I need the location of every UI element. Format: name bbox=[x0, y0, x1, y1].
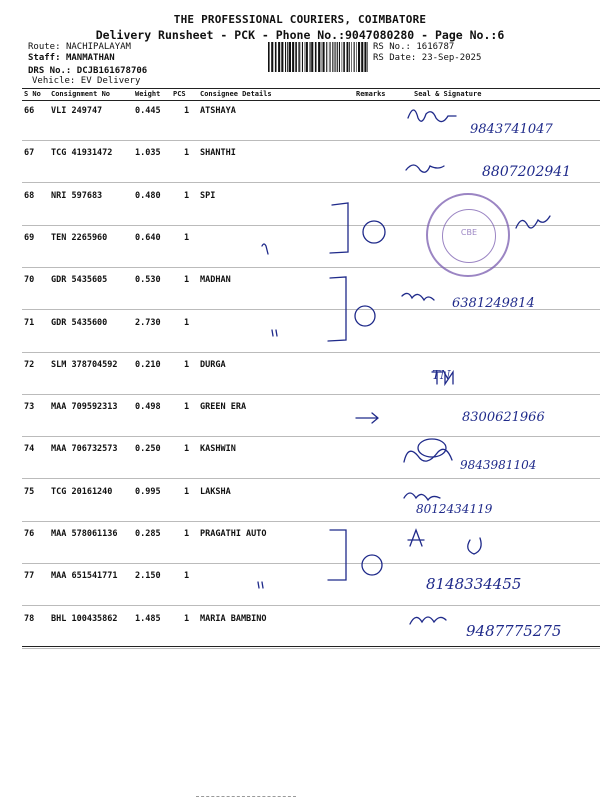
cell-pcs: 1 bbox=[184, 359, 190, 370]
cell-weight: 0.480 bbox=[135, 190, 161, 201]
cell-pcs: 1 bbox=[184, 106, 190, 116]
rs-date-label: RS Date: bbox=[373, 53, 417, 63]
cell-consignment: SLM 378704592 bbox=[51, 359, 118, 370]
cell-weight: 0.498 bbox=[135, 402, 161, 413]
arrow-73 bbox=[356, 413, 378, 423]
bracket-68-69 bbox=[330, 203, 348, 253]
cell-weight: 0.285 bbox=[135, 529, 161, 539]
route-value: NACHIPALAYAM bbox=[65, 42, 131, 52]
cell-pcs: 1 bbox=[184, 486, 190, 497]
phone-75: 8012434119 bbox=[416, 502, 493, 516]
cell-weight: 0.995 bbox=[135, 486, 161, 497]
cell-consignment: TCG 41931472 bbox=[51, 148, 113, 159]
phone-66: 9843741047 bbox=[470, 122, 553, 137]
col-sno: S No bbox=[24, 90, 41, 98]
rs-no-label: RS No.: bbox=[373, 42, 411, 52]
phone-70: 6381249814 bbox=[452, 296, 535, 311]
phone-67: 8807202941 bbox=[482, 164, 572, 180]
cell-sno: 68 bbox=[24, 190, 35, 201]
signature-66 bbox=[408, 110, 456, 122]
cell-pcs: 1 bbox=[184, 232, 190, 243]
phone-78: 9487775275 bbox=[466, 622, 562, 640]
cell-weight: 0.445 bbox=[135, 106, 161, 116]
cell-consignee: PRAGATHI AUTO bbox=[200, 529, 267, 539]
stamp-text: CBE bbox=[460, 228, 478, 237]
cell-pcs: 1 bbox=[184, 148, 190, 159]
cell-sno: 69 bbox=[24, 232, 35, 243]
col-consignee: Consignee Details bbox=[200, 90, 272, 98]
cell-pcs: 1 bbox=[184, 190, 190, 201]
cell-weight: 0.530 bbox=[135, 275, 161, 286]
circled-2-70 bbox=[355, 306, 375, 326]
cell-pcs: 1 bbox=[184, 613, 190, 624]
cell-sno: 78 bbox=[24, 613, 35, 624]
staff-value: MANMATHAN bbox=[65, 53, 115, 63]
cell-consignee: SHANTHI bbox=[200, 148, 236, 159]
cell-sno: 66 bbox=[24, 106, 35, 116]
cell-consignment: MAA 651541771 bbox=[51, 571, 118, 582]
note-72: TN bbox=[432, 368, 451, 382]
cell-weight: 1.485 bbox=[135, 613, 161, 624]
circled-2-68 bbox=[363, 221, 385, 243]
cell-consignment: GDR 5435605 bbox=[51, 275, 108, 286]
runsheet-title: Delivery Runsheet - PCK - Phone No.:9047080280 - Page No.:6 bbox=[95, 28, 505, 42]
cell-weight: 2.730 bbox=[135, 317, 161, 328]
cell-weight: 0.210 bbox=[135, 359, 161, 370]
cell-sno: 76 bbox=[24, 529, 35, 539]
route-label: Route: bbox=[28, 42, 61, 52]
col-weight: Weight bbox=[135, 90, 161, 98]
cell-pcs: 1 bbox=[184, 571, 190, 582]
vehicle-label: Vehicle: bbox=[32, 76, 76, 86]
cell-pcs: 1 bbox=[184, 529, 190, 539]
cell-sno: 72 bbox=[24, 359, 35, 370]
col-pcs: PCS bbox=[173, 90, 186, 98]
rs-no-value: 1616787 bbox=[416, 42, 455, 52]
cell-consignee: LAKSHA bbox=[200, 486, 231, 497]
bracket-70-71 bbox=[328, 277, 346, 341]
cell-sno: 67 bbox=[24, 148, 35, 159]
signature-75 bbox=[404, 493, 440, 500]
phone-74: 9843981104 bbox=[460, 458, 537, 472]
cell-consignee: SPI bbox=[200, 190, 216, 201]
drs-value: DCJB161678706 bbox=[76, 66, 148, 76]
signature-76 bbox=[408, 530, 481, 554]
tick-69 bbox=[262, 244, 268, 254]
cell-consignment: MAA 578061136 bbox=[51, 529, 118, 539]
cell-pcs: 1 bbox=[184, 444, 190, 455]
cell-consignee: KASHWIN bbox=[200, 444, 236, 455]
signature-67 bbox=[406, 165, 444, 172]
cell-consignment: TEN 2265960 bbox=[51, 232, 108, 243]
cell-consignment: VLI 249747 bbox=[51, 106, 103, 116]
cell-weight: 0.640 bbox=[135, 232, 161, 243]
cell-weight: 1.035 bbox=[135, 148, 161, 159]
vehicle-value: EV Delivery bbox=[80, 76, 141, 86]
cell-consignment: TCG 20161240 bbox=[51, 486, 113, 497]
tick-71 bbox=[272, 330, 277, 336]
cell-consignment: NRI 597683 bbox=[51, 190, 103, 201]
col-seal-signature: Seal & Signature bbox=[414, 90, 482, 98]
bracket-76-77 bbox=[328, 530, 346, 580]
cell-consignment: MAA 709592313 bbox=[51, 402, 118, 413]
phone-77: 8148334455 bbox=[426, 575, 522, 593]
col-consignment: Consignment No bbox=[51, 90, 111, 98]
cell-consignee: DURGA bbox=[200, 359, 226, 370]
cell-consignment: MAA 706732573 bbox=[51, 444, 118, 455]
signature-74-loop bbox=[418, 439, 446, 457]
cell-pcs: 1 bbox=[184, 402, 190, 413]
cell-pcs: 1 bbox=[184, 317, 190, 328]
phone-73: 8300621966 bbox=[462, 410, 545, 425]
cell-sno: 71 bbox=[24, 317, 35, 328]
cell-consignee: MARIA BAMBINO bbox=[200, 613, 267, 624]
cell-consignment: GDR 5435600 bbox=[51, 317, 108, 328]
cell-consignee: MADHAN bbox=[200, 275, 231, 286]
footer-dashed-rule bbox=[196, 796, 296, 797]
signature-70 bbox=[402, 293, 434, 300]
company-title: THE PROFESSIONAL COURIERS, COIMBATORE bbox=[173, 13, 427, 26]
cell-consignee: GREEN ERA bbox=[200, 402, 247, 413]
cell-sno: 75 bbox=[24, 486, 35, 497]
cell-weight: 2.150 bbox=[135, 571, 161, 582]
drs-label: DRS No.: bbox=[28, 66, 72, 76]
cell-consignment: BHL 100435862 bbox=[51, 613, 118, 624]
col-remarks: Remarks bbox=[356, 90, 386, 98]
rs-date-value: 23-Sep-2025 bbox=[421, 53, 482, 63]
cell-sno: 73 bbox=[24, 402, 35, 413]
cell-consignee: ATSHAYA bbox=[200, 106, 236, 116]
cell-sno: 70 bbox=[24, 275, 35, 286]
cell-sno: 77 bbox=[24, 571, 35, 582]
tick-77 bbox=[258, 582, 263, 588]
signature-78 bbox=[410, 617, 446, 624]
signature-68 bbox=[516, 216, 550, 228]
staff-label: Staff: bbox=[28, 53, 61, 63]
cell-pcs: 1 bbox=[184, 275, 190, 286]
circled-2-76 bbox=[362, 555, 382, 575]
cell-weight: 0.250 bbox=[135, 444, 161, 455]
cell-sno: 74 bbox=[24, 444, 35, 455]
